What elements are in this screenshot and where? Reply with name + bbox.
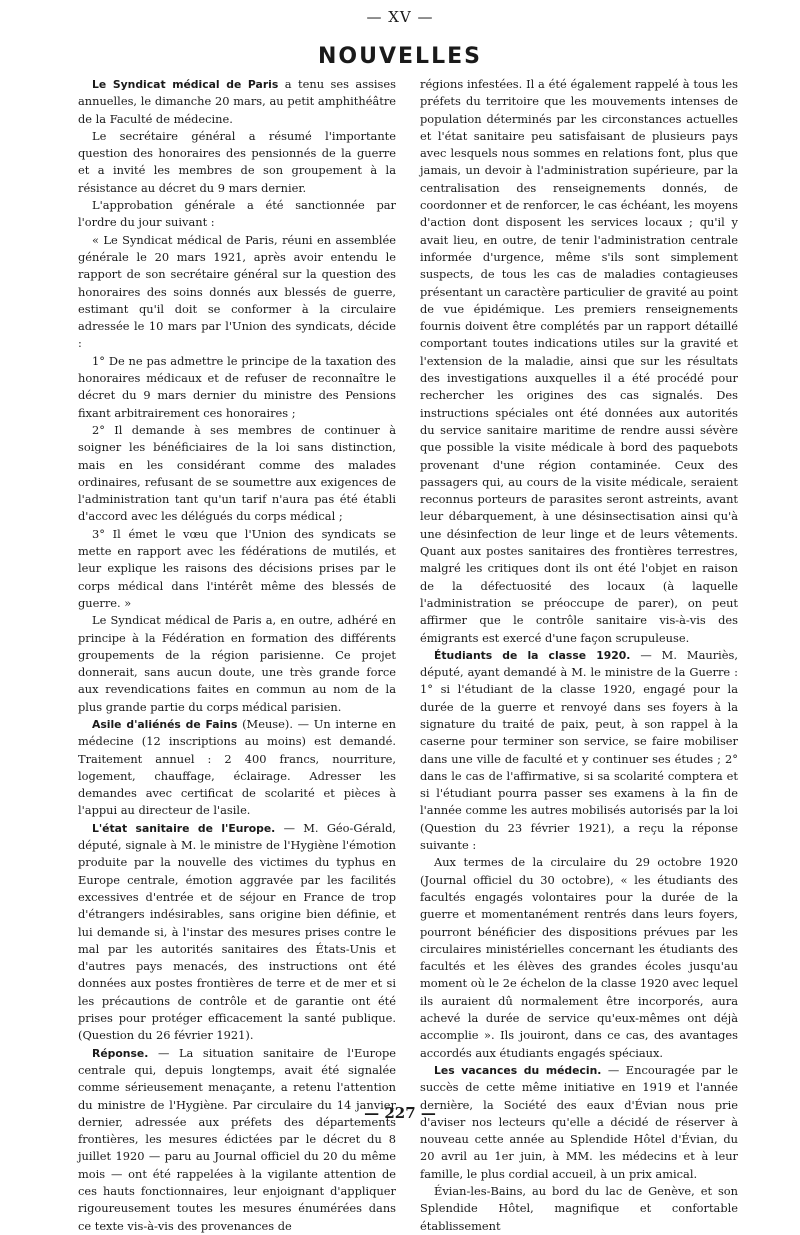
paragraph xyxy=(78,612,396,716)
paragraph-text: 1° De ne pas admettre le principe de la taxation des honoraires médicaux et de refuser de reconnaître le décret du 9 mars dernier du ministre des Pensions fixant arbitrairement ces honoraires ; xyxy=(78,353,396,420)
paragraph-lead: Asile d'aliénés de Fains xyxy=(92,717,238,731)
paragraph xyxy=(420,1062,738,1183)
paragraph-lead: Réponse. xyxy=(92,1046,149,1060)
paragraph xyxy=(78,232,396,353)
paragraph-text: régions infestées. Il a été également rappelé à tous les préfets du territoire que les mouvements intenses de population déterminés par les circonstances actuelles et l'état sanitaire peu satisfaisant de plusieurs pays avec lesquels nous sommes en relations font, plus que jamais, un devoir à l'administration supérieure, par la centralisation des renseignements donnés, de coordonner et de renforcer, le cas échéant, les moyens d'action dont disposent les services locaux ; qu'il y avait lieu, en outre, de tenir l'administration centrale informée d'urgence, même s'ils sont simplement suspects, de tous les cas de maladies contagieuses présentant un caractère particulier de gravité au point de vue épidémique. Les premiers renseignements fournis doivent être complétés par un rapport détaillé comportant toutes indications utiles sur la gravité et l'extension de la maladie, ainsi que sur les résultats des investigations auxquelles il a été procédé pour rechercher les origines des cas signalés. Des instructions spéciales ont été données aux autorités du service sanitaire maritime de rendre aussi sévère que possible la visite médicale à bord des paquebots provenant d'une région contaminée. Ceux des passagers qui, au cours de la visite médicale, seraient reconnus porteurs de parasites seront astreints, avant leur débarquement, à une désinsectisation ainsi qu'à une désinfection de leur linge et de leurs vêtements. Quant aux postes sanitaires des frontières terrestres, malgré les critiques dont ils ont été l'objet en raison de la défectuosité des locaux (à laquelle l'administration se préoccupe de parer), on peut affirmer que le contrôle sanitaire vis-à-vis des émigrants est exercé d'une façon scrupuleuse. xyxy=(420,77,738,645)
paragraph-text: Le Syndicat médical de Paris a, en outre, adhéré en principe à la Fédération en formation des différents groupements de la région parisienne. Ce projet donnerait, sans aucun doute, une très grande force aux revendications faites en commun au nom de la plus grande partie du corps médical parisien. xyxy=(78,613,396,714)
paragraph-text: Le secrétaire général a résumé l'importante question des honoraires des pensionnés de la guerre et a invité les membres de son groupement à la résistance au décret du 9 mars dernier. xyxy=(78,128,396,195)
paragraph-text: — Encouragée par le succès de cette même initiative en 1919 et l'année dernière, la Société des eaux d'Évian nous prie d'aviser nos lecteurs qu'elle a décidé de réserver à nouveau cette année au Splendide Hôtel d'Évian, du 20 avril au 1er juin, à MM. les médecins et à leur famille, le plus cordial accueil, à un prix amical. xyxy=(420,1062,738,1181)
paragraph xyxy=(78,716,396,820)
paragraph-text: — M. Géo-Gérald, député, signale à M. le ministre de l'Hygiène l'émotion produite par la nouvelle des victimes du typhus en Europe centrale, émotion aggravée par les facilités excessives d'entrée et de séjour en France de trop d'étrangers indésirables, sans origine bien définie, et lui demande si, à l'instar des mesures prises contre le mal par les autorités sanitaires des États-Unis et d'autres pays menacés, des instructions ont été données aux postes frontières de terre et de mer et si les précautions de contrôle et de garantie ont été prises pour protéger efficacement la santé publique. (Question du 26 février 1921). xyxy=(78,820,396,1043)
paragraph-text: a tenu ses assises annuelles, le dimanche 20 mars, au petit amphithéâtre de la Faculté de médecine. xyxy=(78,77,396,126)
left-column xyxy=(78,76,396,1233)
paragraph-text: — La situation sanitaire de l'Europe centrale qui, depuis longtemps, avait été signalée comme sérieusement menaçante, a retenu l'attention du ministre de l'Hygiène. Par circulaire du 14 janvier dernier, adressée aux préfets des départements frontières, les mesures édictées par le décret du 8 juillet 1920 — paru au Journal officiel du 20 du même mois — ont été rappelées à la vigilante attention de ces hauts fonctionnaires, leur enjoignant d'appliquer rigoureusement toutes les mesures énumérées dans ce texte vis-à-vis des provenances de xyxy=(78,1045,396,1233)
paragraph-text: L'approbation générale a été sanctionnée par l'ordre du jour suivant : xyxy=(78,198,396,230)
paragraph-lead: L'état sanitaire de l'Europe. xyxy=(92,821,276,835)
right-column xyxy=(420,76,738,1233)
paragraph-text: Évian-les-Bains, au bord du lac de Genève, et son Splendide Hôtel, magnifique et confortable établissement xyxy=(420,1184,738,1233)
paragraph-text: 3° Il émet le vœu que l'Union des syndicats se mette en rapport avec les fédérations de mutilés, et leur explique les raisons des décisions prises par le corps médical dans l'intérêt même des blessés de guerre. » xyxy=(78,526,396,610)
paragraph xyxy=(420,854,738,1062)
paragraph xyxy=(78,1045,396,1235)
paragraph-lead: Les vacances du médecin. xyxy=(434,1063,602,1077)
paragraph-lead: Étudiants de la classe 1920. xyxy=(434,648,631,662)
paragraph xyxy=(420,647,738,855)
paragraph xyxy=(420,1183,738,1235)
paragraph xyxy=(78,197,396,232)
paragraph xyxy=(420,76,738,647)
section-title: NOUVELLES xyxy=(318,44,482,69)
paragraph-text: 2° Il demande à ses membres de continuer à soigner les bénéficiaires de la loi sans distinction, mais en les considérant comme des malades ordinaires, refusant de se soumettre aux exigences de l'administration tant qu'un tarif n'aura pas été établi d'accord avec les délégués du corps médical ; xyxy=(78,422,396,524)
page-number: — 227 — xyxy=(364,1104,436,1122)
paragraph xyxy=(78,353,396,422)
paragraph xyxy=(78,820,396,1045)
paragraph xyxy=(78,526,396,612)
page-roman-numeral: — XV — xyxy=(366,8,434,26)
paragraph-text: « Le Syndicat médical de Paris, réuni en assemblée générale le 20 mars 1921, après avoir entendu le rapport de son secrétaire général sur la question des honoraires des soins donnés aux blessés de guerre, estimant qu'il doit se conformer à la circulaire adressée le 10 mars par l'Union des syndicats, décide : xyxy=(78,232,396,351)
paragraph-text: Aux termes de la circulaire du 29 octobre 1920 (Journal officiel du 30 octobre), « les étudiants des facultés engagés volontaires pour la durée de la guerre et momentanément rentrés dans leurs foyers, pourront bénéficier des dispositions prévues par les circulaires ministérielles concernant les étudiants des facultés et les élèves des grandes écoles jusqu'au moment où le 2e échelon de la classe 1920 avec lequel ils auraient dû normalement être incorporés, aura achevé la durée de service qu'eux-mêmes ont déjà accomplie ». Ils jouiront, dans ce cas, des avantages accordés aux étudiants engagés spéciaux. xyxy=(420,855,738,1060)
paragraph-lead: Le Syndicat médical de Paris xyxy=(92,78,279,91)
paragraph-text: — M. Mauriès, député, ayant demandé à M. le ministre de la Guerre : 1° si l'étudiant de la classe 1920, engagé pour la durée de la guerre et renvoyé dans ses foyers à la signature du traité de paix, peut, à son rappel à la caserne pour terminer son service, se faire mobiliser dans une ville de faculté et y continuer ses études ; 2° dans le cas de l'affirmative, si sa scolarité comptera et si l'étudiant pourra passer ses examens à la fin de l'année comme les autres mobilisés autorisés par la loi (Question du 23 février 1921), a reçu la réponse suivante : xyxy=(420,647,738,853)
paragraph xyxy=(78,422,396,526)
paragraph xyxy=(78,76,396,128)
paragraph xyxy=(78,128,396,197)
paragraph-text: (Meuse). — Un interne en médecine (12 inscriptions au moins) est demandé. Traitement annuel : 2 400 francs, nourriture, logement, chauffage, éclairage. Adresser les demandes avec certificat de scolarité et pièces à l'appui au directeur de l'asile. xyxy=(78,716,396,818)
